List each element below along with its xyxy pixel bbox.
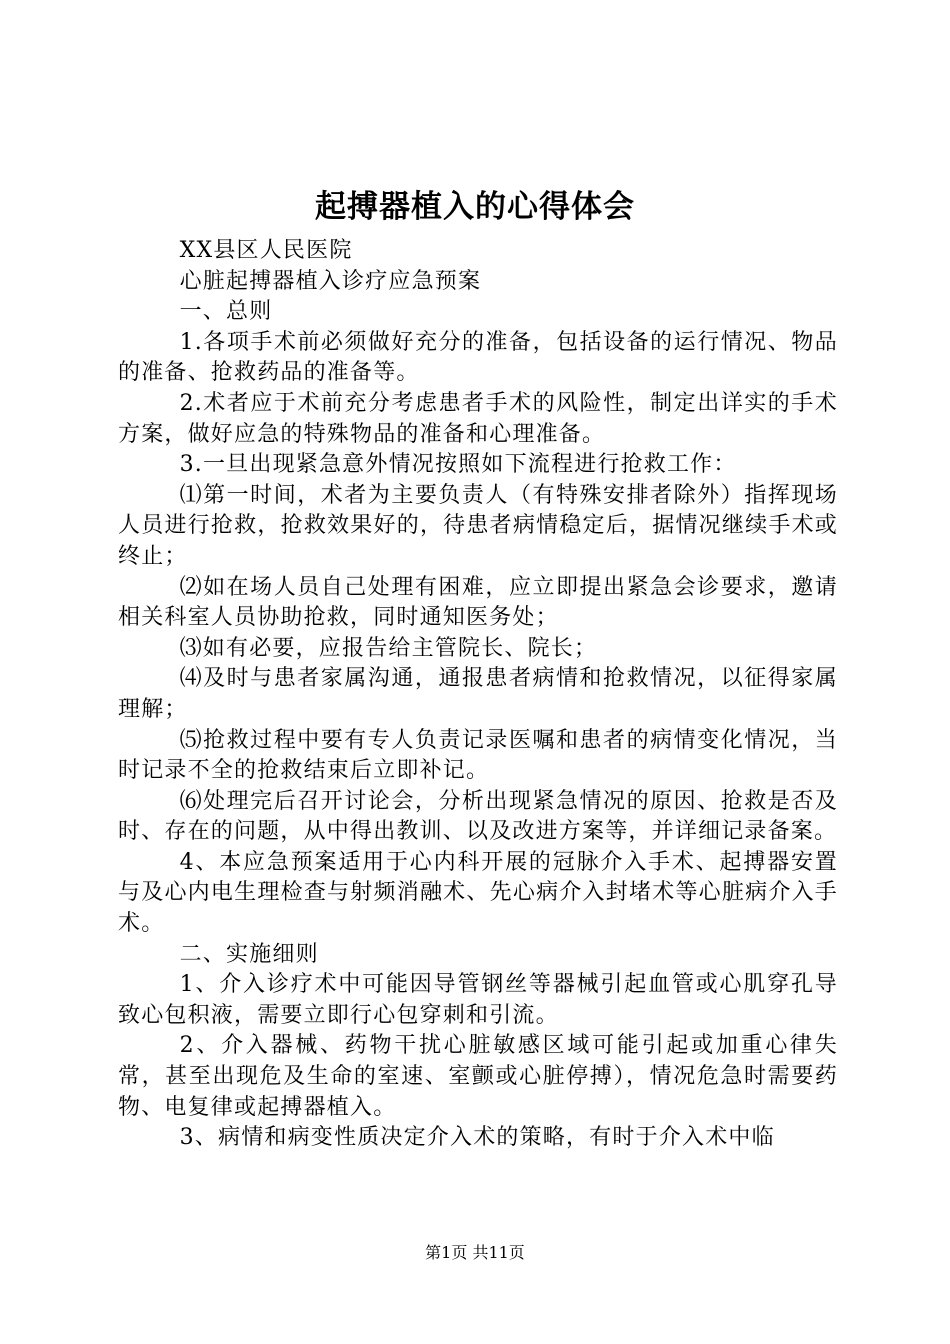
paragraph-item-3: 3.一旦出现紧急意外情况按照如下流程进行抢救工作：	[179, 452, 737, 478]
document-body	[118, 236, 838, 1154]
paragraph-subitem-2: ⑵如在场人员自己处理有困难，应立即提出紧急会诊要求，邀请相关科室人员协助抢救，同时通知医务处；	[118, 574, 838, 631]
paragraph-subitem-3: ⑶如有必要，应报告给主管院长、院长；	[179, 635, 598, 661]
paragraph-subitem-1: ⑴第一时间，术者为主要负责人（有特殊安排者除外）指挥现场人员进行抢救，抢救效果好的，待患者病情稳定后，据情况继续手术或终止；	[118, 482, 838, 569]
paragraph-detail-1: 1、介入诊疗术中可能因导管钢丝等器械引起血管或心肌穿孔导致心包积液，需要立即行心包穿刺和引流。	[118, 972, 838, 1028]
paragraph-subitem-5: ⑸抢救过程中要有专人负责记录医嘱和患者的病情变化情况，当时记录不全的抢救结束后立即补记。	[118, 727, 838, 784]
paragraph-detail-3: 3、病情和病变性质决定介入术的策略，有时于介入术中临	[179, 1125, 775, 1151]
paragraph-item-1: 1.各项手术前必须做好充分的准备，包括设备的运行情况、物品的准备、抢救药品的准备等。	[118, 329, 838, 386]
page-footer: 第1页 共11页	[425, 1243, 525, 1262]
paragraph-hospital-name: XX县区人民医院	[179, 238, 353, 263]
paragraph-subitem-4: ⑷及时与患者家属沟通，通报患者病情和抢救情况，以征得家属理解；	[118, 666, 838, 722]
paragraph-item-2: 2.术者应于术前充分考虑患者手术的风险性，制定出详实的手术方案，做好应急的特殊物品的准备和心理准备。	[118, 390, 838, 447]
paragraph-section-general: 一、总则	[179, 299, 273, 325]
paragraph-detail-2: 2、介入器械、药物干扰心脏敏感区域可能引起或加重心律失常，甚至出现危及生命的室速、室颤或心脏停搏），情况危急时需要药物、电复律或起搏器植入。	[118, 1033, 838, 1120]
paragraph-plan-title: 心脏起搏器植入诊疗应急预案	[179, 268, 482, 294]
paragraph-item-4: 4、本应急预案适用于心内科开展的冠脉介入手术、起搏器安置与及心内电生理检查与射频消融术、先心病介入封堵术等心脏病介入手术。	[118, 849, 838, 937]
paragraph-subitem-6: ⑹处理完后召开讨论会，分析出现紧急情况的原因、抢救是否及时、存在的问题，从中得出教训、以及改进方案等，并详细记录备案。	[118, 788, 838, 845]
document-title: 起搏器植入的心得体会	[315, 189, 635, 225]
paragraph-section-details: 二、实施细则	[179, 941, 319, 967]
